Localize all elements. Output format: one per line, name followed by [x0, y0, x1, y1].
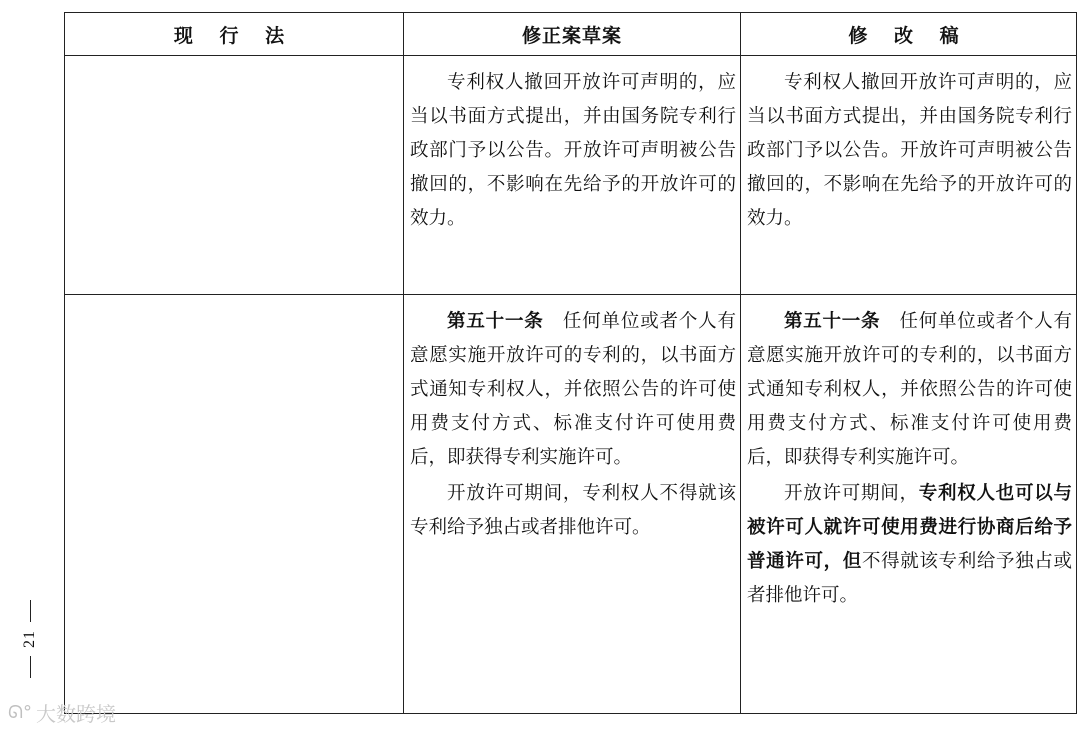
page-number [18, 600, 42, 710]
page-number-text: 21 [21, 630, 38, 648]
paragraph [410, 305, 736, 475]
comparison-table [64, 12, 1077, 714]
table-row [65, 295, 1077, 714]
page-number-dash-top [30, 600, 31, 622]
paragraph: 开放许可期间，专利权人不得就该专利给予独占或者排他许可。 [410, 483, 736, 538]
article-text: 任何单位或者个人有意愿实施开放许可的专利的，以书面方式通知专利权人，并依照公告的许可使用费支付方式、标准支付许可使用费后，即获得专利实施许可。 [747, 311, 1072, 468]
watermark-logo-icon: ᘏ° [8, 702, 32, 723]
cell-revised-draft [741, 295, 1077, 714]
amended-text: 专利权人也可以与被许可人就许可使用费进行协商后给予普通许可，但 [747, 483, 1072, 572]
paragraph: 专利权人撤回开放许可声明的，应当以书面方式提出，并由国务院专利行政部门予以公告。开放许可声明被公告撤回的，不影响在先给予的开放许可的效力。 [747, 72, 1072, 229]
watermark [8, 698, 116, 727]
header-draft-amendment: 修正案草案 [404, 13, 741, 56]
article-text: 任何单位或者个人有意愿实施开放许可的专利的，以书面方式通知专利权人，并依照公告的许可使用费支付方式、标准支付许可使用费后，即获得专利实施许可。 [410, 311, 736, 468]
cell-current-law [65, 295, 404, 714]
header-current-law: 现 行 法 [65, 13, 404, 56]
watermark-text: 大数跨境 [35, 702, 116, 726]
table-row [65, 56, 1077, 295]
paragraph [747, 477, 1072, 613]
paragraph-start: 开放许可期间， [784, 483, 919, 504]
table-header-row [65, 13, 1077, 56]
paragraph [747, 305, 1072, 475]
page-number-dash-bottom [30, 656, 31, 678]
article-number: 第五十一条 [784, 311, 881, 332]
paragraph: 专利权人撤回开放许可声明的，应当以书面方式提出，并由国务院专利行政部门予以公告。开放许可声明被公告撤回的，不影响在先给予的开放许可的效力。 [410, 72, 736, 229]
cell-revised-draft [741, 56, 1077, 295]
article-number: 第五十一条 [447, 311, 544, 332]
cell-draft-amendment [404, 295, 741, 714]
cell-current-law [65, 56, 404, 295]
paragraph-end: 不得就该专利给予独占或者排他许可。 [747, 551, 1072, 606]
cell-draft-amendment [404, 56, 741, 295]
header-revised-draft: 修 改 稿 [741, 13, 1077, 56]
